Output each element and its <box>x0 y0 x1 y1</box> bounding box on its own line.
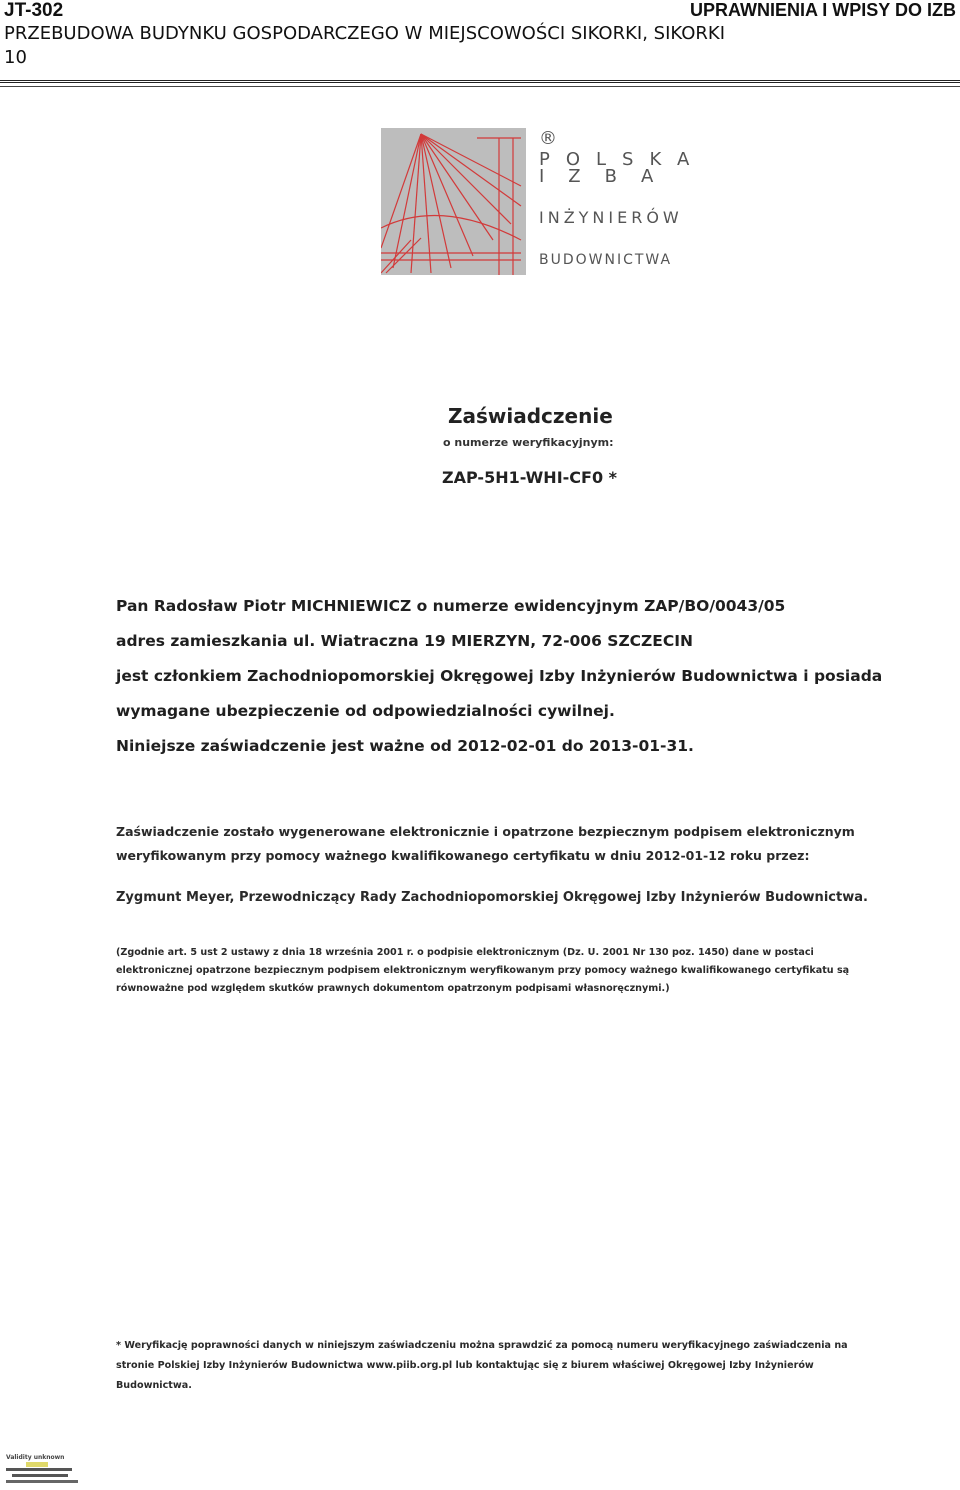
stamp-mark <box>26 1462 48 1467</box>
piib-logo <box>381 128 706 276</box>
signature-stamp <box>4 1454 78 1488</box>
header-rule-thin <box>0 86 960 87</box>
body-line: Niniejsze zaświadczenie jest ważne od 2012-02-01 do 2013-01-31. <box>116 737 694 755</box>
body-line: adres zamieszkania ul. Wiatraczna 19 MIERZYN, 72-006 SZCZECIN <box>116 632 693 650</box>
certificate-body <box>116 594 946 769</box>
signature-line: Zaświadczenie zostało wygenerowane elektronicznie i opatrzone bezpiecznym podpisem elektronicznym <box>116 824 855 839</box>
logo-line-izba: IZBA <box>539 166 678 187</box>
footnote <box>116 1336 946 1396</box>
legal-line: elektronicznej opatrzone bezpiecznym podpisem elektronicznym weryfikowanym przy pomocy ważnego kwalifikowanego certyfikatu są <box>116 965 850 976</box>
footnote-line: stronie Polskiej Izby Inżynierów Budownictwa www.piib.org.pl lub kontaktując się z biurem właściwej Okręgowej Izby Inżynierów <box>116 1360 814 1371</box>
stamp-line <box>6 1480 78 1483</box>
logo-emblem <box>381 128 526 275</box>
legal-line: równoważne pod względem skutków prawnych dokumentom opatrzonym podpisami własnoręcznymi.) <box>116 983 670 994</box>
header-rule <box>0 80 960 83</box>
stamp-line <box>6 1468 72 1471</box>
registered-mark: ® <box>539 128 573 149</box>
logo-line-budownictwa: BUDOWNICTWA <box>539 252 673 268</box>
certificate-subtitle: o numerze weryfikacyjnym: <box>443 436 614 449</box>
footnote-line: * Weryfikację poprawności danych w niniejszym zaświadczeniu można sprawdzić za pomocą numeru weryfikacyjnego zaświadczenia na <box>116 1340 848 1351</box>
body-line: Pan Radosław Piotr MICHNIEWICZ o numerze ewidencyjnym ZAP/BO/0043/05 <box>116 597 786 615</box>
footnote-line: Budownictwa. <box>116 1380 192 1391</box>
verification-code: ZAP-5H1-WHI-CF0 * <box>442 468 618 487</box>
project-title: PRZEBUDOWA BUDYNKU GOSPODARCZEGO W MIEJSCOWOŚCI SIKORKI, SIKORKI 10 <box>4 23 726 68</box>
logo-polska: POLSKA <box>539 149 706 170</box>
legal-line: (Zgodnie art. 5 ust 2 ustawy z dnia 18 września 2001 r. o podpisie elektronicznym (Dz. U. 2001 Nr 130 poz. 1450) dane w postaci <box>116 947 814 958</box>
signatory: Zygmunt Meyer, Przewodniczący Rady Zachodniopomorskiej Okręgowej Izby Inżynierów Budownictwa. <box>116 890 868 905</box>
logo-bridge-icon <box>381 128 526 275</box>
signature-block <box>116 820 946 910</box>
signature-line: weryfikowanym przy pomocy ważnego kwalifikowanego certyfikatu w dniu 2012-01-12 roku przez: <box>116 848 810 863</box>
section-title: UPRAWNIENIA I WPISY DO IZB <box>689 0 956 20</box>
logo-line-polska <box>539 128 705 170</box>
body-line: wymagane ubezpieczenie od odpowiedzialności cywilnej. <box>116 702 615 720</box>
stamp-line <box>12 1474 68 1477</box>
stamp-text: Validity unknown <box>6 1454 65 1461</box>
document-code: JT-302 <box>4 0 64 21</box>
certificate-title: Zaświadczenie <box>448 404 613 428</box>
logo-line-inzynierow: INŻYNIERÓW <box>539 208 683 227</box>
body-line: jest członkiem Zachodniopomorskiej Okręgowej Izby Inżynierów Budownictwa i posiada <box>116 667 883 685</box>
legal-note <box>116 944 946 998</box>
